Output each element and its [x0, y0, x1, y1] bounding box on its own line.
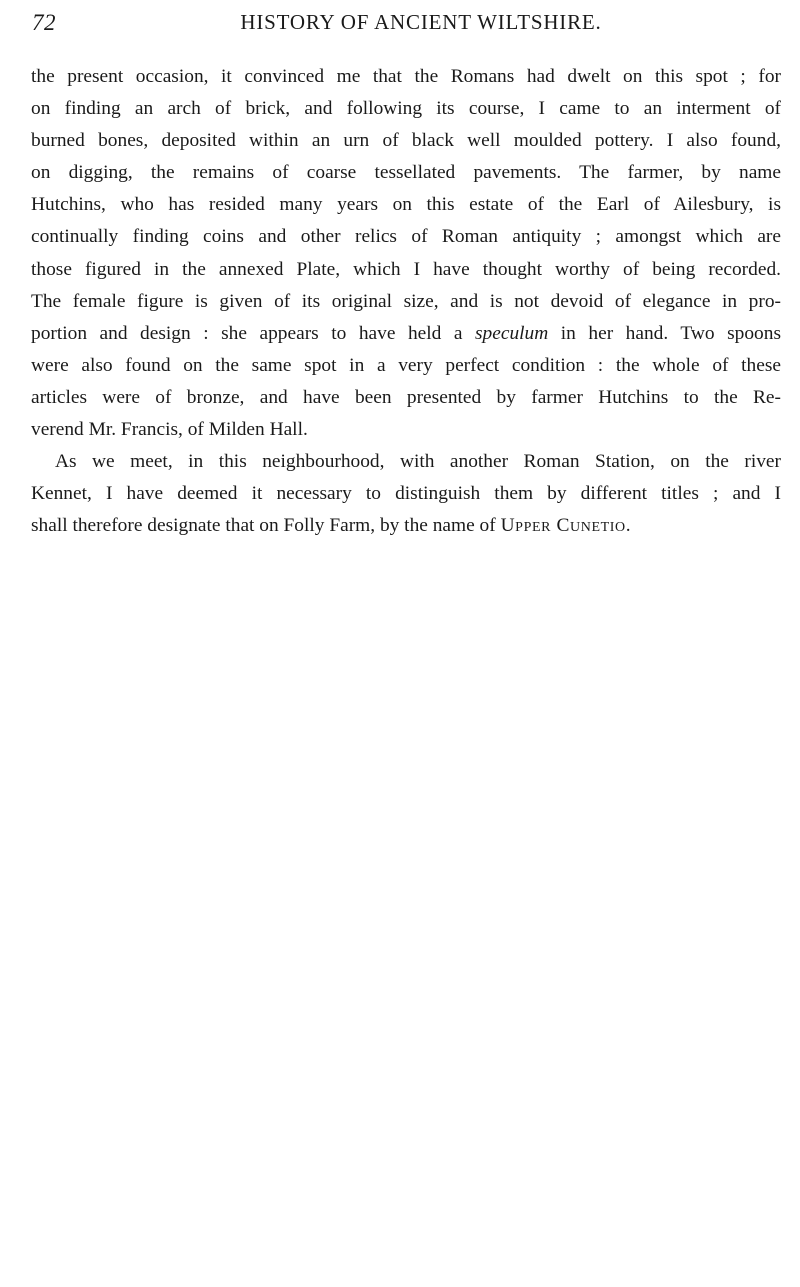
text-segment: shall therefore designate that on Folly Farm, by the name of: [31, 515, 496, 537]
text-line: the present occasion, it convinced me that the Romans had dwelt on this spot ; for: [31, 66, 781, 87]
text-line: The female figure is given of its original size, and is not devoid of elegance in pro-: [31, 290, 781, 312]
text-segment: .: [625, 515, 631, 537]
body-text: [31, 61, 781, 542]
text-line: Kennet, I have deemed it necessary to distinguish them by different titles ; and I: [31, 483, 781, 505]
text-line: on digging, the remains of coarse tessellated pavements. The farmer, by name: [31, 162, 781, 184]
page-number: 72: [32, 10, 56, 35]
text-line: those figured in the annexed Plate, which I have thought worthy of being recorded.: [31, 258, 781, 280]
text-line: [31, 318, 781, 350]
text-segment: in her hand. Two spoons: [560, 322, 781, 344]
text-line: verend Mr. Francis, of Milden Hall.: [31, 419, 308, 441]
text-line: [31, 510, 781, 542]
italic-term-speculum: speculum: [475, 322, 549, 344]
text-line: Hutchins, who has resided many years on this estate of the Earl of Ailesbury, is: [31, 194, 781, 216]
text-line: were also found on the same spot in a very perfect condition : the whole of these: [31, 354, 781, 376]
text-line: As we meet, in this neighbourhood, with another Roman Station, on the river: [55, 451, 781, 473]
text-line: articles were of bronze, and have been presented by farmer Hutchins to the Re-: [31, 386, 781, 408]
text-line: on finding an arch of brick, and following its course, I came to an interment of: [31, 98, 781, 120]
paragraph-1: [31, 61, 781, 446]
text-line: continually finding coins and other relics of Roman antiquity ; amongst which are: [31, 226, 781, 248]
text-segment: portion and design : she appears to have held a: [31, 322, 463, 344]
text-line: burned bones, deposited within an urn of black well moulded pottery. I also found,: [31, 130, 781, 152]
running-head: [32, 10, 780, 40]
station-name-small-caps: Upper Cunetio: [500, 515, 626, 537]
paragraph-2: [31, 446, 781, 542]
running-title: HISTORY OF ANCIENT WILTSHIRE.: [240, 10, 602, 34]
